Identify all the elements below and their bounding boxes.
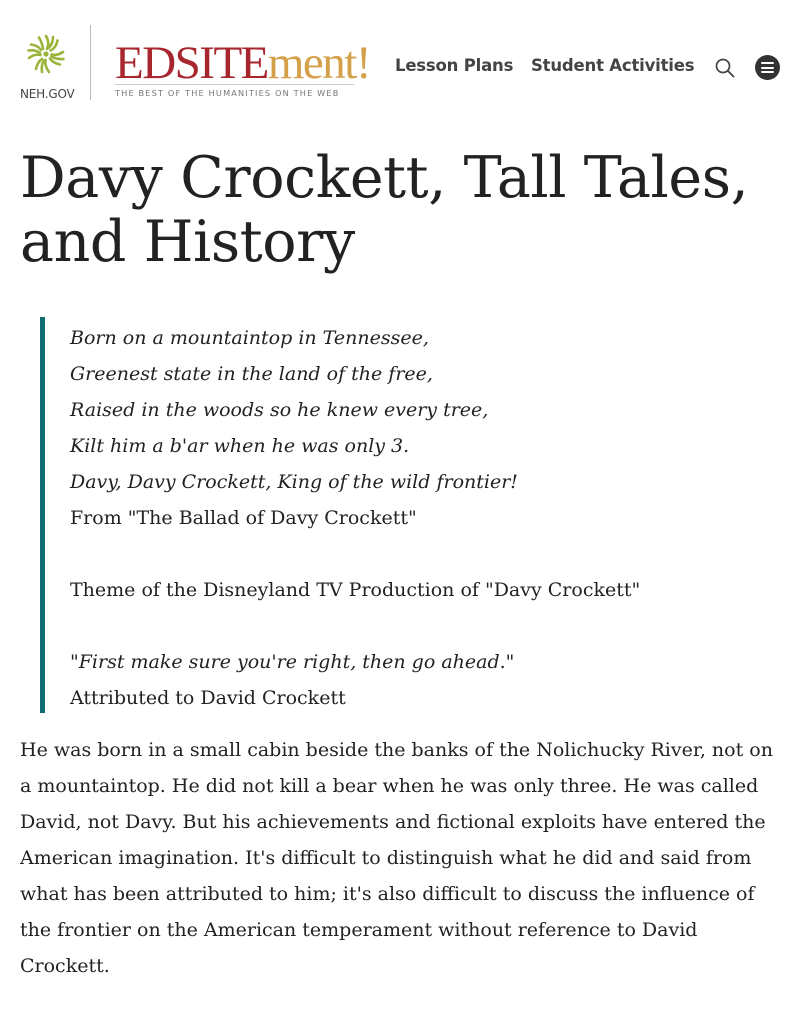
lyric-line: Raised in the woods so he knew every tree, [70,399,489,421]
spacer [70,536,780,572]
page-title: Davy Crockett, Tall Tales, and History [20,145,749,275]
edsitement-tagline: THE BEST OF THE HUMANITIES ON THE WEB [115,88,340,98]
lyric-line: Kilt him a b'ar when he was only 3. [70,435,410,457]
search-button[interactable] [714,57,736,79]
lyric-line: Born on a mountaintop in Tennessee, [70,327,429,349]
menu-button[interactable] [755,55,780,80]
spacer [70,608,780,644]
intro-paragraph: He was born in a small cabin beside the banks of the Nolichucky River, not on a mountaintop. He did not kill a bear when he was only three. He was called David, not Davy. But his achievements and fictional exploits have entered the American imagination. It's difficult to distinguish what he did and said from what has been attributed to him; it's also difficult to discuss the influence of the frontier on the American temperament without reference to David Crockett. [20,739,773,977]
neh-gov-label: NEH.GOV [20,87,75,101]
saying-attribution: Attributed to David Crockett [70,687,346,709]
hamburger-menu-icon [761,62,774,64]
hamburger-menu-icon [761,67,774,69]
lyric-source: From "The Ballad of Davy Crockett" [70,507,417,529]
quote-mark-open: " [70,651,79,673]
site-header [0,0,800,120]
lyric-line: Davy, Davy Crockett, King of the wild frontier! [70,471,518,493]
hamburger-menu-icon [761,71,774,73]
wordmark-edsite: EDSITE [115,37,268,89]
quote-mark-close: " [505,651,515,673]
edsitement-wordmark [115,38,370,88]
neh-sunburst-icon [24,32,68,76]
nav-student-activities[interactable]: Student Activities [531,56,695,75]
edsitement-logo-link[interactable] [115,38,370,98]
saying-text: First make sure you're right, then go ahead. [78,651,506,673]
lyric-line: Greenest state in the land of the free, [70,363,433,385]
nav-lesson-plans[interactable]: Lesson Plans [395,56,514,75]
logo-divider [90,25,91,100]
crockett-saying [70,644,780,680]
neh-logo-link[interactable] [20,32,76,101]
epigraph-blockquote [40,317,780,713]
search-icon [714,57,736,79]
wordmark-ment: ment! [267,37,371,89]
lyric-source-note: Theme of the Disneyland TV Production of "Davy Crockett" [70,579,641,601]
